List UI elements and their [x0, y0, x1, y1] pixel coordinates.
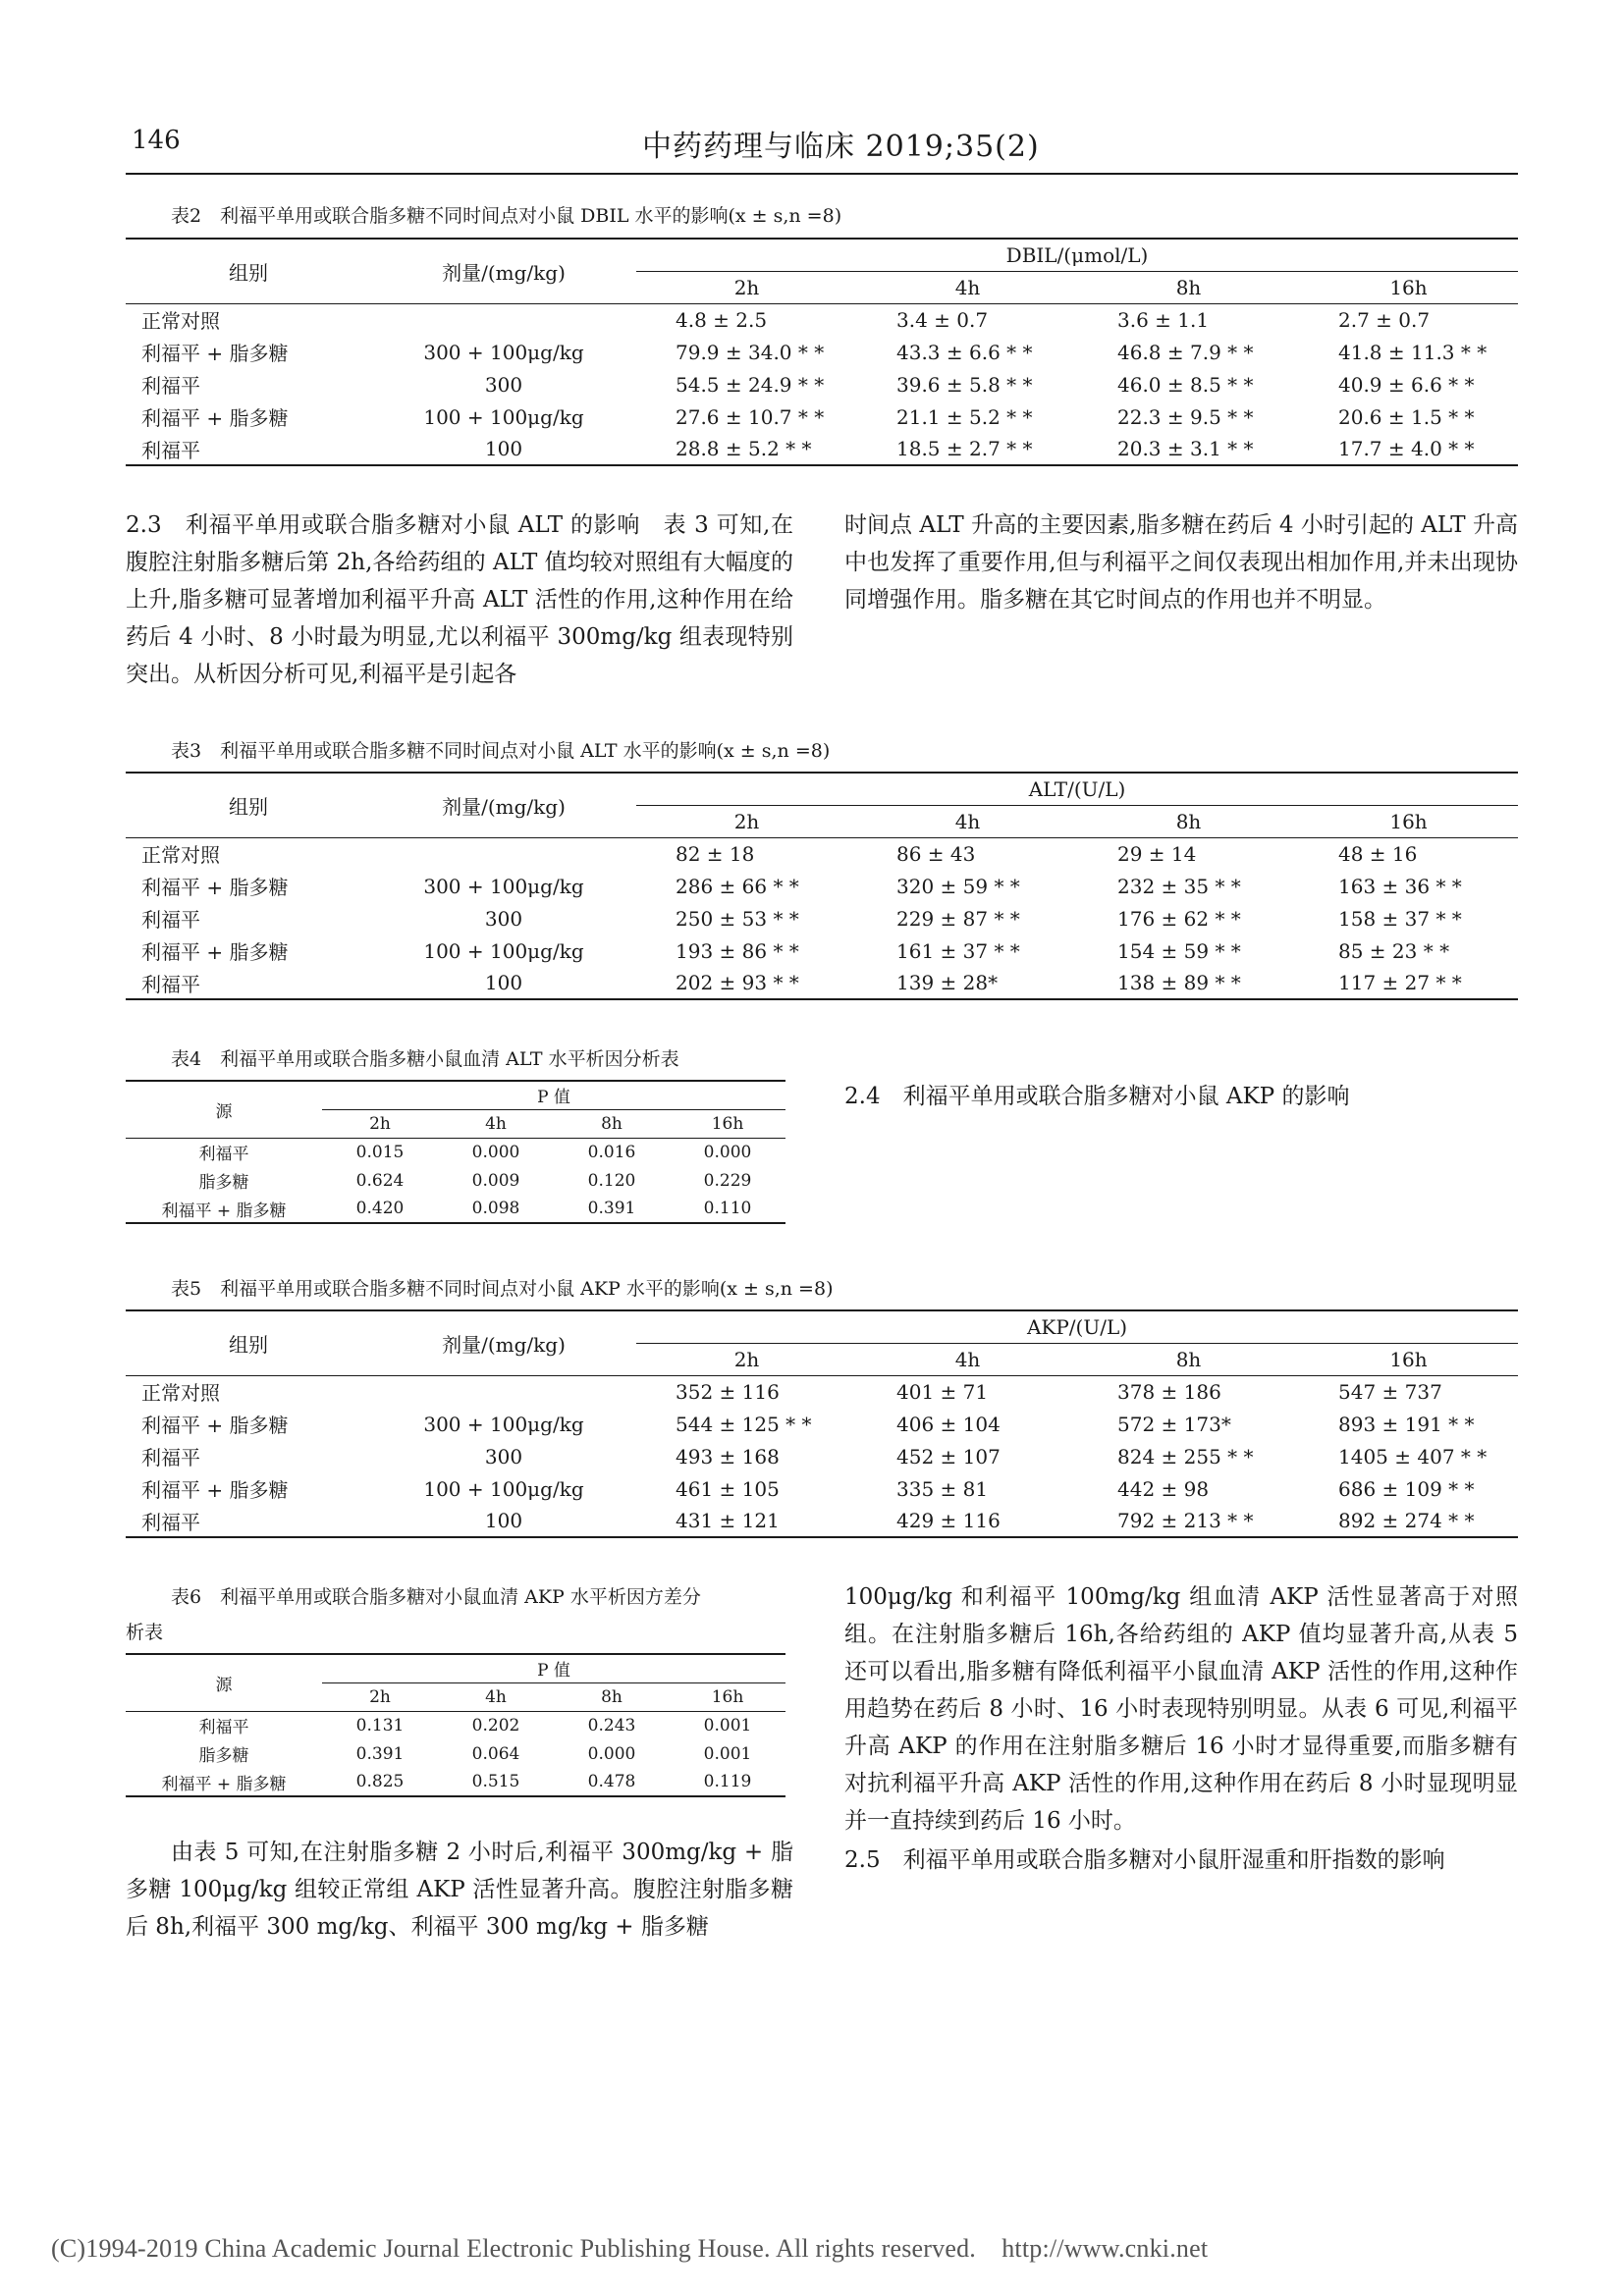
table-row: [126, 1768, 785, 1796]
cell-group: 利福平 + 脂多糖: [141, 876, 289, 899]
cell-value: 28.8 ± 5.2 * *: [636, 433, 857, 465]
cell-value: 335 ± 81: [896, 1476, 989, 1501]
table6-caption-line2: 析表: [126, 1622, 164, 1643]
cell-value: 431 ± 121: [636, 1505, 857, 1537]
cell-value: 176 ± 62 * *: [1117, 906, 1241, 931]
table6-header-time: 8h: [554, 1682, 670, 1711]
cell-value: 27.6 ± 10.7 * *: [676, 404, 825, 429]
cell-dose: 300: [484, 1444, 523, 1468]
table2-header-time: 8h: [1078, 271, 1299, 303]
table2-header-time: 16h: [1299, 271, 1518, 303]
cell-value: 154 ± 59 * *: [1117, 938, 1241, 963]
cell-group: 正常对照: [141, 843, 220, 868]
journal-title: 中药药理与临床 2019;35(2): [642, 130, 1040, 164]
cell-value: 0.110: [670, 1195, 785, 1223]
cell-group: 正常对照: [141, 1381, 220, 1406]
cell-value: 0.119: [670, 1768, 785, 1796]
cell-value: 286 ± 66 * *: [676, 874, 799, 898]
cell-value: 0.098: [438, 1195, 554, 1223]
cell-value: 82 ± 18: [676, 841, 755, 866]
table-row: [126, 1195, 785, 1223]
cell-value: 48 ± 16: [1338, 841, 1418, 866]
cell-group: 利福平 + 脂多糖: [141, 1414, 289, 1437]
cell-value: 378 ± 186: [1117, 1379, 1221, 1404]
table5-header-time: 4h: [857, 1343, 1078, 1375]
table4-caption: 表4 利福平单用或联合脂多糖小鼠血清 ALT 水平析因分析表: [171, 1048, 679, 1070]
cell-value: 0.001: [703, 1715, 752, 1735]
table2-header-time: 2h: [636, 271, 857, 303]
table3-header-time: 4h: [857, 805, 1078, 837]
cell-value: 892 ± 274 * *: [1299, 1505, 1518, 1537]
table5-header-time: 16h: [1299, 1343, 1518, 1375]
cell-value: 232 ± 35 * *: [1117, 874, 1241, 898]
cell-value: 29 ± 14: [1117, 841, 1197, 866]
table6-caption-line1: 表6 利福平单用或联合脂多糖对小鼠血清 AKP 水平析因方差分: [171, 1586, 701, 1608]
cell-value: 2.7 ± 0.7: [1338, 307, 1431, 332]
cell-value: 22.3 ± 9.5 * *: [1117, 404, 1254, 429]
cell-value: 893 ± 191 * *: [1338, 1412, 1475, 1436]
table4-header-time: 4h: [438, 1109, 554, 1138]
cell-group: 正常对照: [141, 309, 220, 334]
cell-group: 利福平 + 脂多糖: [141, 342, 289, 365]
cell-value: 0.064: [471, 1743, 520, 1764]
cell-value: 406 ± 104: [896, 1412, 1001, 1436]
cell-value: 43.3 ± 6.6 * *: [896, 340, 1033, 364]
table3: [126, 772, 1518, 1000]
cell-value: 229 ± 87 * *: [896, 906, 1020, 931]
table3-header-time: 16h: [1299, 805, 1518, 837]
table2-header-group: 组别: [126, 239, 371, 303]
cell-source: 利福平 + 脂多糖: [126, 1195, 322, 1223]
cell-value: 117 ± 27 * *: [1299, 967, 1518, 999]
cell-value: 158 ± 37 * *: [1338, 906, 1462, 931]
cell-value: 163 ± 36 * *: [1338, 874, 1462, 898]
table-row: [126, 1166, 785, 1195]
cell-group: 利福平 + 脂多糖: [141, 1478, 289, 1502]
cell-value: 824 ± 255 * *: [1117, 1444, 1254, 1468]
cell-value: 320 ± 59 * *: [896, 874, 1020, 898]
cell-value: 0.202: [471, 1715, 520, 1735]
cell-source: 利福平: [198, 1718, 249, 1738]
cell-value: 46.8 ± 7.9 * *: [1117, 340, 1254, 364]
cell-value: 0.001: [703, 1743, 752, 1764]
cell-dose: 100 + 100μg/kg: [423, 938, 584, 963]
table-row: [126, 303, 1518, 336]
cell-value: 0.016: [587, 1142, 636, 1162]
cell-dose: 300: [484, 372, 523, 397]
copyright-footer: (C)1994-2019 China Academic Journal Electronic Publishing House. All rights reserved. http://www.cnki.net: [51, 2234, 1209, 2263]
cell-value: 85 ± 23 * *: [1338, 938, 1450, 963]
cell-value: 4.8 ± 2.5: [676, 307, 768, 332]
table6-header-time: 2h: [322, 1682, 438, 1711]
cell-value: 17.7 ± 4.0 * *: [1299, 433, 1518, 465]
cell-value: 40.9 ± 6.6 * *: [1338, 372, 1475, 397]
cell-value: 20.6 ± 1.5 * *: [1338, 404, 1475, 429]
table-row: [126, 368, 1518, 400]
cell-dose: [371, 837, 636, 870]
cell-value: 461 ± 105: [676, 1476, 780, 1501]
cell-group: 利福平: [141, 1446, 200, 1469]
cell-dose: [371, 303, 636, 336]
table2-caption: 表2 利福平单用或联合脂多糖不同时间点对小鼠 DBIL 水平的影响(x ± s,n =8): [171, 205, 842, 227]
table4-header-time: 16h: [670, 1109, 785, 1138]
cell-group: 利福平 + 脂多糖: [141, 406, 289, 430]
table4-header-p: P 值: [322, 1081, 785, 1109]
table-row: [126, 336, 1518, 368]
table4: [126, 1080, 785, 1224]
cell-value: 0.000: [703, 1142, 752, 1162]
cell-value: 544 ± 125 * *: [676, 1412, 812, 1436]
cell-value: 352 ± 116: [676, 1379, 780, 1404]
table3-header-time: 2h: [636, 805, 857, 837]
bottom-left-paragraph: 由表 5 可知,在注射脂多糖 2 小时后,利福平 300mg/kg + 脂多糖 100μg/kg 组较正常组 AKP 活性显著升高。腹腔注射脂多糖后 8h,利福平 300 mg/kg、利福平 300 mg/kg + 脂多糖: [126, 1840, 793, 1940]
cell-dose: 300 + 100μg/kg: [423, 1412, 584, 1436]
section-2-3-left: 2.3 利福平单用或联合脂多糖对小鼠 ALT 的影响 表 3 可知,在腹腔注射脂多糖后第 2h,各给药组的 ALT 值均较对照组有大幅度的上升,脂多糖可显著增加利福平升高 ALT 活性的作用,这种作用在给药后 4 小时、8 小时最为明显,尤以利福平 300mg/kg 组表现特别突出。从析因分析可见,利福平是引起各: [126, 512, 793, 687]
table6-header-time: 4h: [438, 1682, 554, 1711]
table6-header-p: P 值: [322, 1654, 785, 1682]
section-2-5-title: 2.5 利福平单用或联合脂多糖对小鼠肝湿重和肝指数的影响: [844, 1847, 1445, 1873]
cell-group: 利福平: [141, 908, 200, 932]
cell-value: 46.0 ± 8.5 * *: [1117, 372, 1254, 397]
table6-header-time: 16h: [670, 1682, 785, 1711]
cell-value: 0.624: [355, 1170, 405, 1191]
table-row: [126, 837, 1518, 870]
cell-dose: 100: [371, 1505, 636, 1537]
table-row: [126, 1472, 1518, 1505]
table3-header-dose: 剂量/(mg/kg): [371, 773, 636, 837]
table2: [126, 238, 1518, 466]
cell-value: 0.131: [355, 1715, 405, 1735]
bottom-right-paragraph: 100μg/kg 和利福平 100mg/kg 组血清 AKP 活性显著高于对照组。在注射脂多糖后 16h,各给药组的 AKP 值均显著升高,从表 5 还可以看出,脂多糖有降低利福平小鼠血清 AKP 活性的作用,这种作用趋势在药后 8 小时、16 小时表现特别明显。从表 6 可见,利福平升高 AKP 的作用在注射脂多糖后 16 小时才显得重要,而脂多糖有对抗利福平升高 AKP 活性的作用,这种作用在药后 8 小时显现明显并一直持续到药后 16 小时。: [844, 1584, 1518, 1834]
cell-value: 0.515: [438, 1768, 554, 1796]
cell-value: 0.825: [322, 1768, 438, 1796]
cell-value: 3.4 ± 0.7: [896, 307, 989, 332]
cell-dose: 100 + 100μg/kg: [423, 1476, 584, 1501]
cell-value: 686 ± 109 * *: [1338, 1476, 1475, 1501]
cell-dose: 100: [371, 433, 636, 465]
table2-header-dose: 剂量/(mg/kg): [371, 239, 636, 303]
table-row: [126, 1138, 785, 1166]
page-number: 146: [132, 126, 181, 155]
table3-header-measure: ALT/(U/L): [636, 773, 1518, 805]
cell-value: 493 ± 168: [676, 1444, 780, 1468]
table-row: [126, 1408, 1518, 1440]
table4-header-time: 2h: [322, 1109, 438, 1138]
cell-value: 202 ± 93 * *: [636, 967, 857, 999]
table5-header-time: 8h: [1078, 1343, 1299, 1375]
cell-value: 572 ± 173*: [1117, 1412, 1231, 1436]
cell-value: 18.5 ± 2.7 * *: [857, 433, 1078, 465]
cell-value: 3.6 ± 1.1: [1117, 307, 1210, 332]
table5-header-group: 组别: [126, 1310, 371, 1375]
table5-header-measure: AKP/(U/L): [636, 1310, 1518, 1343]
cell-dose: 100: [371, 967, 636, 999]
cell-group: 利福平: [126, 433, 371, 465]
cell-group: 利福平: [141, 374, 200, 398]
table4-header-source: 源: [126, 1081, 322, 1138]
cell-value: 547 ± 737: [1338, 1379, 1442, 1404]
table-row: [126, 1739, 785, 1768]
cell-value: 452 ± 107: [896, 1444, 1001, 1468]
cell-value: 429 ± 116: [857, 1505, 1078, 1537]
cell-source: 利福平 + 脂多糖: [126, 1768, 322, 1796]
cell-value: 0.015: [355, 1142, 405, 1162]
cell-group: 利福平: [126, 967, 371, 999]
cell-value: 193 ± 86 * *: [676, 938, 799, 963]
table-row: [126, 1375, 1518, 1408]
cell-value: 0.478: [554, 1768, 670, 1796]
cell-value: 250 ± 53 * *: [676, 906, 799, 931]
cell-source: 脂多糖: [198, 1173, 249, 1193]
cell-dose: 300 + 100μg/kg: [423, 340, 584, 364]
cell-value: 139 ± 28*: [857, 967, 1078, 999]
cell-value: 0.391: [554, 1195, 670, 1223]
table-row: [126, 433, 1518, 465]
table-row: [126, 902, 1518, 934]
cell-value: 21.1 ± 5.2 * *: [896, 404, 1033, 429]
table-row: [126, 934, 1518, 967]
cell-value: 138 ± 89 * *: [1078, 967, 1299, 999]
cell-dose: 300: [484, 906, 523, 931]
cell-value: 54.5 ± 24.9 * *: [676, 372, 825, 397]
cell-value: 401 ± 71: [896, 1379, 989, 1404]
section-2-3-right: 时间点 ALT 升高的主要因素,脂多糖在药后 4 小时引起的 ALT 升高中也发挥了重要作用,但与利福平之间仅表现出相加作用,并未出现协同增强作用。脂多糖在其它时间点的作用也并不明显。: [844, 512, 1518, 613]
cell-dose: 100 + 100μg/kg: [423, 404, 584, 429]
table6: [126, 1653, 785, 1797]
cell-group: 利福平 + 脂多糖: [141, 940, 289, 964]
table3-header-time: 8h: [1078, 805, 1299, 837]
cell-value: 39.6 ± 5.8 * *: [896, 372, 1033, 397]
header-rule: [126, 173, 1518, 175]
cell-value: 0.420: [322, 1195, 438, 1223]
table5-caption: 表5 利福平单用或联合脂多糖不同时间点对小鼠 AKP 水平的影响(x ± s,n =8): [171, 1278, 834, 1300]
table-row: [126, 1505, 1518, 1537]
cell-value: 161 ± 37 * *: [896, 938, 1020, 963]
cell-dose: [371, 1375, 636, 1408]
table4-header-time: 8h: [554, 1109, 670, 1138]
cell-source: 利福平: [198, 1145, 249, 1165]
cell-value: 0.391: [355, 1743, 405, 1764]
table5-header-time: 2h: [636, 1343, 857, 1375]
table-row: [126, 967, 1518, 999]
table2-header-measure: DBIL/(μmol/L): [636, 239, 1518, 271]
cell-dose: 300 + 100μg/kg: [423, 874, 584, 898]
table-row: [126, 1711, 785, 1739]
cell-value: 79.9 ± 34.0 * *: [676, 340, 825, 364]
cell-value: 86 ± 43: [896, 841, 976, 866]
table-row: [126, 400, 1518, 433]
cell-value: 0.120: [587, 1170, 636, 1191]
section-2-4-title: 2.4 利福平单用或联合脂多糖对小鼠 AKP 的影响: [844, 1084, 1350, 1109]
table3-caption: 表3 利福平单用或联合脂多糖不同时间点对小鼠 ALT 水平的影响(x ± s,n =8): [171, 740, 831, 762]
table5-header-dose: 剂量/(mg/kg): [371, 1310, 636, 1375]
cell-value: 442 ± 98: [1117, 1476, 1210, 1501]
cell-value: 0.000: [471, 1142, 520, 1162]
table2-header-time: 4h: [857, 271, 1078, 303]
cell-value: 0.009: [471, 1170, 520, 1191]
cell-group: 利福平: [126, 1505, 371, 1537]
cell-value: 0.229: [703, 1170, 752, 1191]
cell-value: 0.000: [587, 1743, 636, 1764]
cell-value: 792 ± 213 * *: [1078, 1505, 1299, 1537]
table-row: [126, 870, 1518, 902]
cell-value: 0.243: [587, 1715, 636, 1735]
cell-value: 20.3 ± 3.1 * *: [1078, 433, 1299, 465]
cell-value: 41.8 ± 11.3 * *: [1338, 340, 1488, 364]
cell-value: 1405 ± 407 * *: [1338, 1444, 1488, 1468]
table6-header-source: 源: [126, 1654, 322, 1711]
table5: [126, 1309, 1518, 1538]
table-row: [126, 1440, 1518, 1472]
table3-header-group: 组别: [126, 773, 371, 837]
cell-source: 脂多糖: [198, 1746, 249, 1766]
